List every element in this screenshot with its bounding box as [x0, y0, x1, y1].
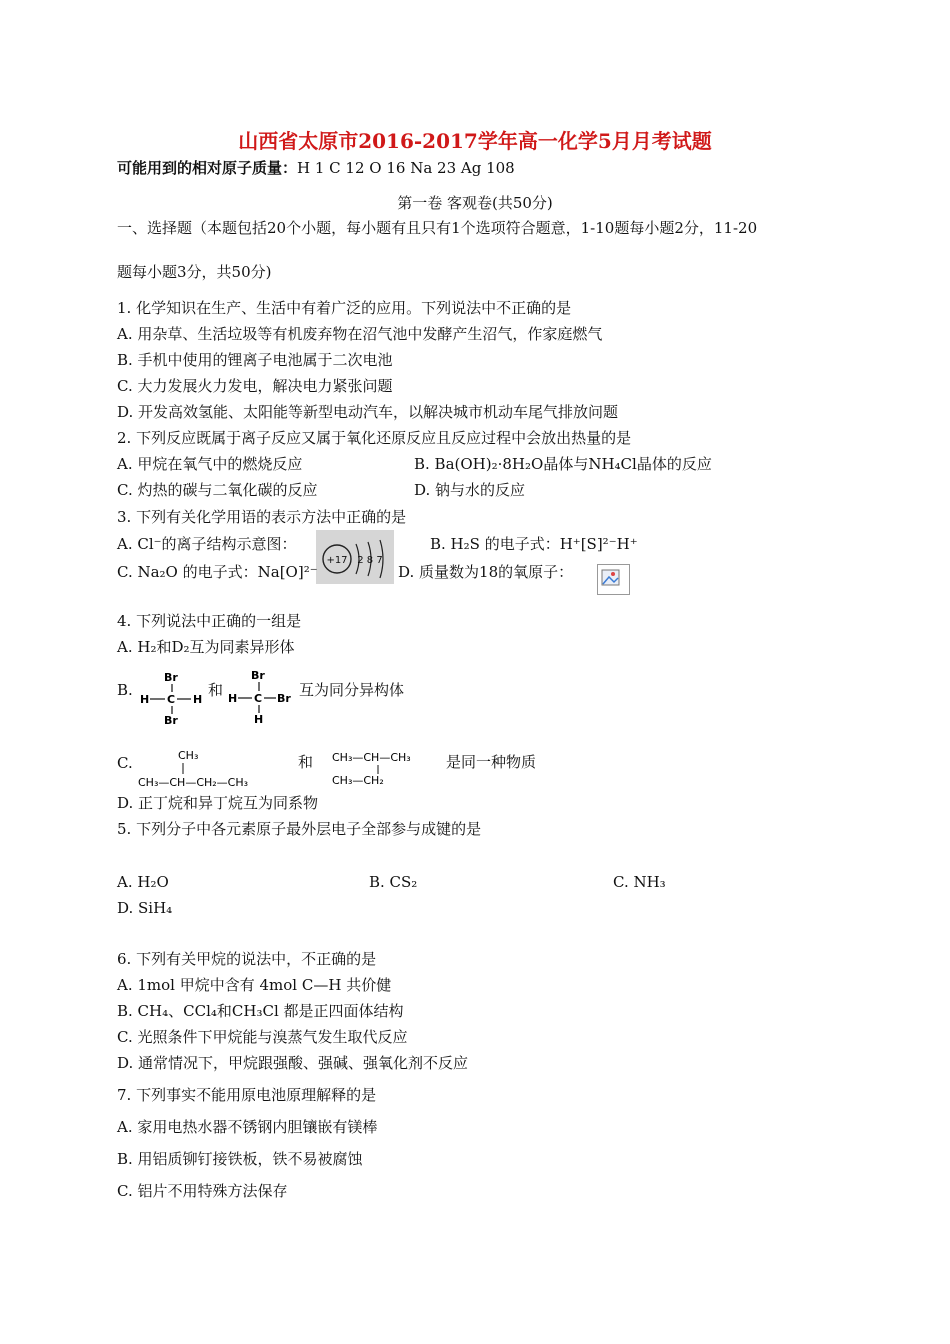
section-title: 第一卷 客观卷(共50分) [397, 194, 553, 212]
q3-option-a: A. Cl⁻的离子结构示意图： [117, 535, 297, 553]
q4-option-b-suffix: 互为同分异构体 [299, 681, 405, 699]
atom-c-center: C [167, 693, 176, 706]
q5-option-a: A. H₂O [117, 873, 169, 891]
q6-option-d: D. 通常情况下，甲烷跟强酸、强碱、强氧化剂不反应 [117, 1054, 469, 1072]
shell-electrons: 2 8 7 [357, 555, 383, 566]
q1-option-a: A. 用杂草、生活垃圾等有机废弃物在沼气池中发酵产生沼气，作家庭燃气 [117, 325, 603, 343]
methylbutane-structure-2 [330, 746, 440, 790]
q5-stem: 5. 下列分子中各元素原子最外层电子全部参与成键的是 [117, 820, 482, 838]
q3-option-b: B. H₂S 的电子式：H⁺[S]²⁻H⁺ [430, 535, 638, 553]
q2-option-c: C. 灼热的碳与二氧化碳的反应 [117, 481, 318, 499]
branch-ethyl: CH₃—CH₂ [332, 774, 384, 787]
atom-br-bottom: Br [164, 714, 178, 726]
atom-h-right: H [193, 693, 203, 706]
nucleus-charge: +17 [326, 555, 348, 566]
q3-option-d: D. 质量数为18的氧原子： [398, 563, 574, 581]
atom-h-left: H [140, 693, 150, 706]
q7-option-b: B. 用铝质铆钉接铁板，铁不易被腐蚀 [117, 1150, 363, 1168]
q1-option-c: C. 大力发展火力发电，解决电力紧张问题 [117, 377, 393, 395]
q5-option-c: C. NH₃ [613, 873, 666, 891]
chloride-ion-diagram [316, 530, 394, 584]
oxygen-isotope-image [597, 564, 630, 595]
q4-option-a: A. H₂和D₂互为同素异形体 [117, 638, 295, 656]
atom-br-right: Br [277, 692, 291, 705]
q4-option-c-and: 和 [298, 753, 314, 771]
atom-h-bottom: H [254, 713, 264, 726]
atom-c-center: C [254, 692, 263, 705]
q4-option-c-prefix: C. [117, 754, 133, 772]
main-chain: CH₃—CH—CH₂—CH₃ [138, 776, 249, 789]
q6-option-c: C. 光照条件下甲烷能与溴蒸气发生取代反应 [117, 1028, 408, 1046]
q2-option-a: A. 甲烷在氧气中的燃烧反应 [117, 455, 303, 473]
q7-option-c: C. 铝片不用特殊方法保存 [117, 1182, 288, 1200]
main-chain: CH₃—CH—CH₃ [332, 751, 411, 764]
branch-ch3: CH₃ [178, 749, 199, 762]
q1-stem: 1. 化学知识在生产、生活中有着广泛的应用。下列说法中不正确的是 [117, 299, 572, 317]
q6-stem: 6. 下列有关甲烷的说法中，不正确的是 [117, 950, 377, 968]
part1-intro-line2: 题每小题3分，共50分) [117, 263, 272, 281]
q7-option-a: A. 家用电热水器不锈钢内胆镶嵌有镁棒 [117, 1118, 378, 1136]
page-title: 山西省太原市2016-2017学年高一化学5月月考试题 [238, 129, 712, 153]
q1-option-d: D. 开发高效氢能、太阳能等新型电动汽车，以解决城市机动车尾气排放问题 [117, 403, 619, 421]
atom-br-top: Br [251, 669, 265, 682]
atomic-masses-values: H 1 C 12 O 16 Na 23 Ag 108 [297, 159, 515, 177]
q3-option-c: C. Na₂O 的电子式：Na[O]²⁻ [117, 563, 318, 581]
q2-stem: 2. 下列反应既属于离子反应又属于氧化还原反应且反应过程中会放出热量的是 [117, 429, 632, 447]
q6-option-b: B. CH₄、CCl₄和CH₃Cl 都是正四面体结构 [117, 1002, 404, 1020]
q4-stem: 4. 下列说法中正确的一组是 [117, 612, 302, 630]
methylbutane-structure-1 [136, 746, 286, 790]
q6-option-a: A. 1mol 甲烷中含有 4mol C—H 共价健 [117, 976, 392, 994]
q1-option-b: B. 手机中使用的锂离子电池属于二次电池 [117, 351, 393, 369]
part1-intro-line1: 一、选择题（本题包括20个小题，每小题有且只有1个选项符合题意，1-10题每小题2分，11-20 [117, 219, 758, 237]
q2-option-d: D. 钠与水的反应 [414, 481, 526, 499]
q4-option-c-suffix: 是同一种物质 [446, 753, 537, 771]
q5-option-b: B. CS₂ [369, 873, 418, 891]
q4-option-d: D. 正丁烷和异丁烷互为同系物 [117, 794, 319, 812]
q3-stem: 3. 下列有关化学用语的表示方法中正确的是 [117, 508, 407, 526]
atom-h-left: H [228, 692, 238, 705]
q4-option-b-and: 和 [208, 681, 224, 699]
q5-option-d: D. SiH₄ [117, 899, 173, 917]
q2-option-b: B. Ba(OH)₂·8H₂O晶体与NH₄Cl晶体的反应 [414, 455, 712, 473]
atomic-masses [117, 157, 515, 178]
q7-stem: 7. 下列事实不能用原电池原理解释的是 [117, 1086, 377, 1104]
atomic-masses-label: 可能用到的相对原子质量： [117, 159, 298, 177]
dibromomethane-structure-1 [136, 668, 206, 726]
atom-br-top: Br [164, 671, 178, 684]
dibromomethane-structure-2 [226, 666, 298, 726]
q4-option-b-prefix: B. [117, 681, 133, 699]
broken-image-icon [598, 565, 629, 594]
